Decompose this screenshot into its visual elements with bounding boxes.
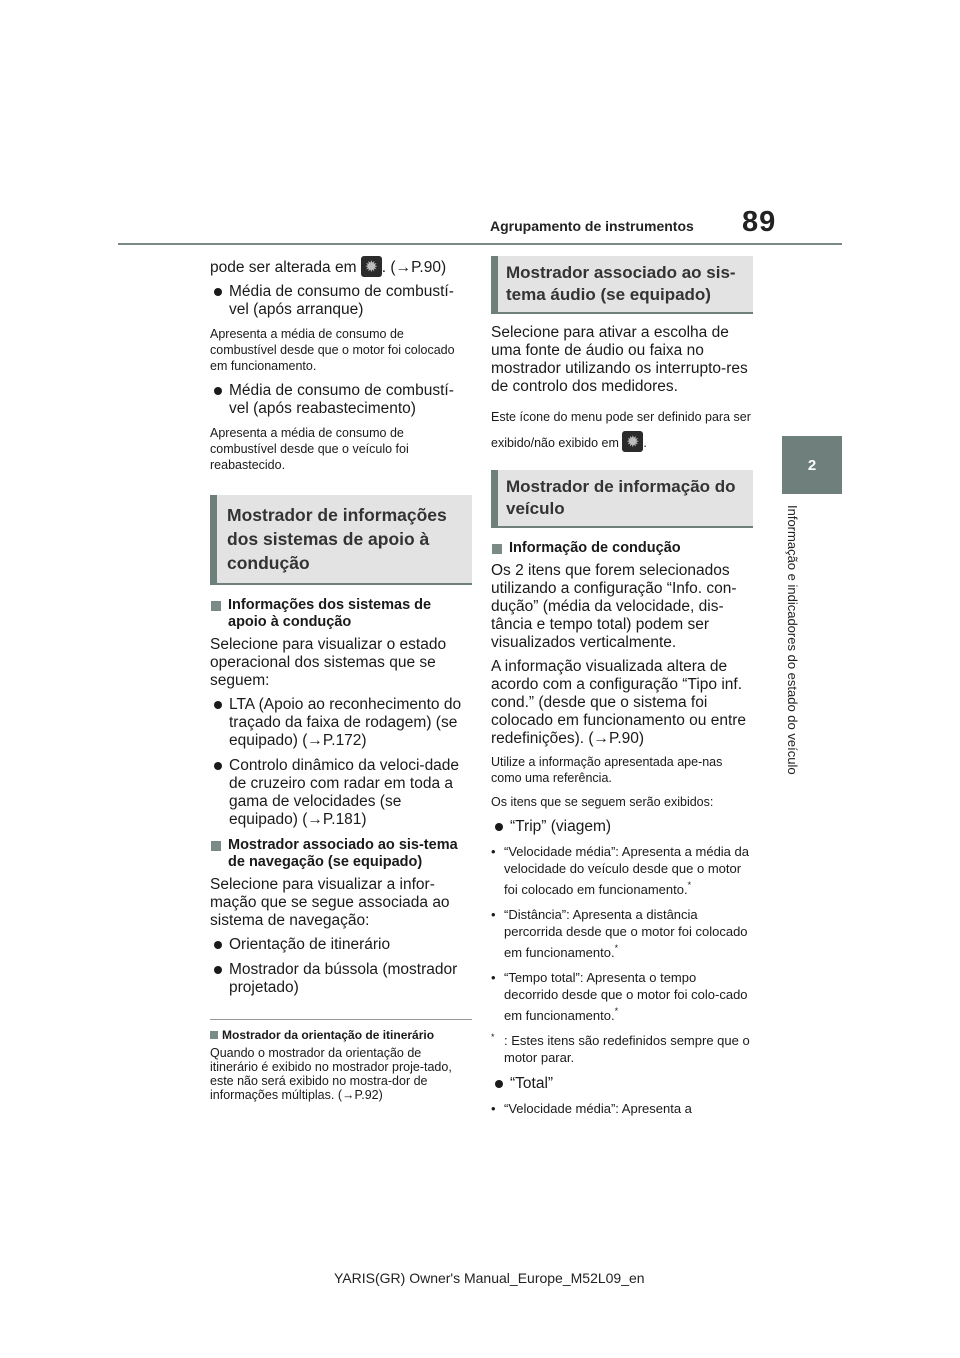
- item-average-speed-total: • “Velocidade média”: Apresenta a: [491, 1100, 753, 1117]
- item-average-speed: • “Velocidade média”: Apresenta a média da velocidade do veículo desde que o motor foi colocado em funcionamento.*: [491, 843, 753, 898]
- bullet-fuel-after-start: Média de consumo de combustí-vel (após arranque): [210, 283, 472, 319]
- bullet-total: “Total”: [491, 1075, 753, 1093]
- chapter-tab: [782, 436, 842, 494]
- section-driving-support-info: Mostrador de informações dos sistemas de apoio à condução: [210, 495, 472, 585]
- paragraph-navigation: Selecione para visualizar a infor-mação que se segue associada ao sistema de navegação:: [210, 876, 450, 929]
- section-audio-display: Mostrador associado ao sis-tema áudio (se equipado): [491, 256, 753, 314]
- note-title: Mostrador da orientação de itinerário: [210, 1028, 472, 1043]
- settings-gear-icon: [361, 256, 382, 277]
- page-number: 89: [742, 206, 777, 238]
- running-header: Agrupamento de instrumentos: [490, 218, 694, 234]
- bullet-route-guidance: Orientação de itinerário: [210, 936, 472, 954]
- note-rule: [210, 1019, 472, 1020]
- desc-fuel-after-start: Apresenta a média de consumo de combustível desde que o motor foi colocado em funcionamento.: [210, 327, 455, 373]
- subheading-driving-support: Informações dos sistemas de apoio à condução: [210, 597, 472, 631]
- paragraph-audio: Selecione para ativar a escolha de uma fonte de áudio ou faixa no mostrador utilizando os interrupto-res de controlo dos medidores.: [491, 324, 748, 395]
- desc-fuel-after-refuel: Apresenta a média de consumo de combustível desde que o veículo foi reabastecido.: [210, 426, 409, 472]
- chapter-title: Informação e indicadores do estado do veículo: [785, 505, 800, 775]
- right-column: [491, 256, 753, 1125]
- chapter-number: 2: [807, 456, 817, 474]
- header-rule: [118, 243, 842, 245]
- items-intro: Os itens que se seguem serão exibidos:: [491, 795, 714, 809]
- footer-manual-id: YARIS(GR) Owner's Manual_Europe_M52L09_en: [334, 1270, 645, 1286]
- settings-gear-icon: [622, 431, 643, 452]
- reference-note: Utilize a informação apresentada ape-nas como uma referência.: [491, 755, 723, 785]
- paragraph-info-type: A informação visualizada altera de acordo com a configuração “Tipo inf. cond.” (desde que o sistema foi colocado em funcionamento ou entre redefinições). (→P.90): [491, 658, 747, 747]
- intro-paragraph: pode ser alterada em ✹ . (→P.90): [210, 256, 472, 277]
- chapter-title-vertical: [783, 505, 805, 835]
- bullet-fuel-after-refuel: Média de consumo de combustí-vel (após reabastecimento): [210, 382, 472, 418]
- bullet-trip: “Trip” (viagem): [491, 818, 753, 836]
- subheading-navigation: Mostrador associado ao sis-tema de navegação (se equipado): [210, 837, 472, 871]
- section-vehicle-info: Mostrador de informação do veículo: [491, 470, 753, 528]
- item-total-time: • “Tempo total”: Apresenta o tempo decorrido desde que o motor foi colo-cado em funcionamento.*: [491, 969, 753, 1024]
- paragraph-driving-info: Os 2 itens que forem selecionados utilizando a configuração “Info. con-dução” (média da velocidade, dis-tância e tempo total) podem ser visualizados verticalmente.: [491, 562, 737, 651]
- paragraph-driving-support: Selecione para visualizar o estado operacional dos sistemas que se seguem:: [210, 636, 447, 689]
- bullet-lta: LTA (Apoio ao reconhecimento do traçado da faixa de rodagem) (se equipado) (→P.172): [210, 696, 472, 750]
- footnote-reset: * : Estes itens são redefinidos sempre que o motor parar.: [491, 1032, 750, 1065]
- item-distance: • “Distância”: Apresenta a distância percorrida desde que o motor foi colocado em funcionamento.*: [491, 906, 753, 961]
- left-column: [210, 256, 472, 1110]
- bullet-compass: Mostrador da bússola (mostrador projetado): [210, 961, 472, 997]
- bullet-radar-cruise: Controlo dinâmico da veloci-dade de cruzeiro com radar em toda a gama de velocidades (se equipado) (→P.181): [210, 757, 472, 829]
- note-text: Quando o mostrador da orientação de itinerário é exibido no mostrador proje-tado, este não será exibido no mostra-dor de informações múltiplas. (→P.92): [210, 1046, 452, 1102]
- subheading-driving-info: Informação de condução: [491, 540, 753, 557]
- menu-icon-note: Este ícone do menu pode ser definido para ser exibido/não exibido em ✹ .: [491, 404, 753, 456]
